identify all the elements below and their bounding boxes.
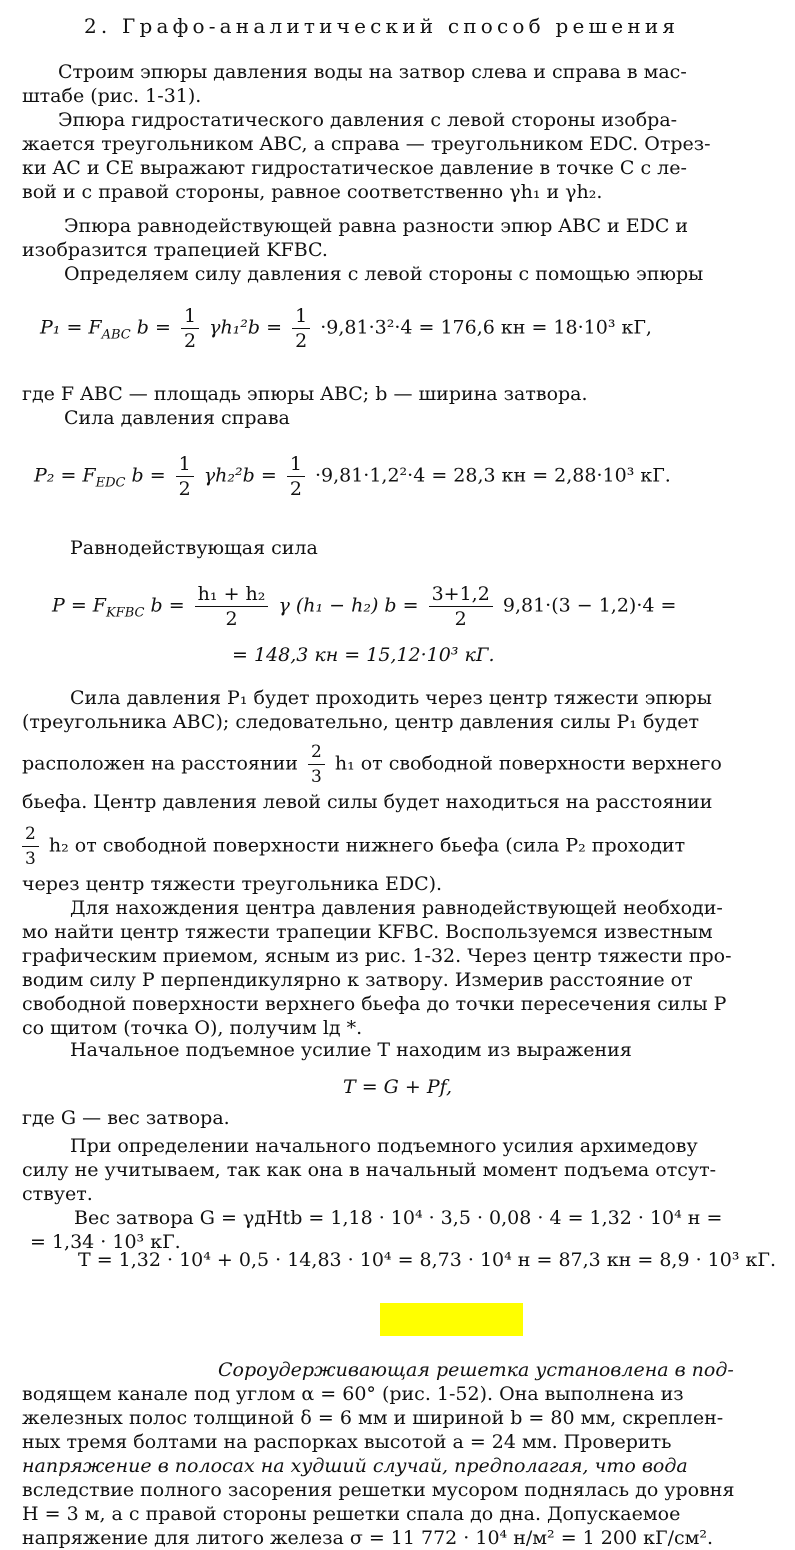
- paragraph-line: Вес затвора G = γдHtb = 1,18 · 10⁴ · 3,5 · 0,08 · 4 = 1,32 · 10⁴ н =: [74, 1207, 723, 1229]
- paragraph-line: вследствие полного засорения решетки мусором поднялась до уровня: [22, 1479, 735, 1501]
- paragraph-line: вой и с правой стороны, равное соответственно γh₁ и γh₂.: [22, 181, 603, 203]
- paragraph-line: расположен на расстоянии $\frac{2}{3}$ h₁ от свободной поверхности верхнего: [22, 742, 722, 787]
- paragraph-line: (треугольника ABC); следовательно, центр давления силы P₁ будет: [22, 711, 700, 733]
- paragraph-line: Сила давления справа: [64, 407, 290, 429]
- fraction: $\frac{2}{3}$: [308, 740, 325, 789]
- equation-resultant: $P = F_{KFBC}$ b = $\frac{\text{h₁ + h₂}}{2}$ γ (h₁ − h₂) b = $\frac{3+1,2}{2}$ 9,81·(3 − 1,2)·4 =: [52, 583, 677, 630]
- paragraph-line: Определяем силу давления с левой стороны с помощью эпюры: [64, 263, 704, 285]
- fraction: $\frac{1}{2}$: [176, 452, 194, 501]
- paragraph-line: $\frac{2}{3}$ h₂ от свободной поверхности нижнего бьефа (сила P₂ проходит: [22, 822, 778, 871]
- paragraph-line: H = 3 м, а с правой стороны решетки спала до дна. Допускаемое: [22, 1503, 681, 1525]
- paragraph-line: со щитом (точка O), получим lд *.: [22, 1017, 363, 1039]
- equation-resultant-line2: = 148,3 кн = 15,12·10³ кГ.: [232, 644, 495, 666]
- paragraph-line: водим силу P перпендикулярно к затвору. Измерив расстояние от: [22, 969, 693, 991]
- paragraph-line: ных тремя болтами на распорках высотой a = 24 мм. Проверить: [22, 1431, 672, 1453]
- paragraph-line: Строим эпюры давления воды на затвор слева и справа в мас-: [58, 61, 687, 83]
- paragraph-line: где G — вес затвора.: [22, 1107, 230, 1129]
- paragraph-line: Для нахождения центра давления равнодействующей необходи-: [70, 897, 723, 919]
- paragraph-line: Сила давления P₁ будет проходить через центр тяжести эпюры: [70, 687, 712, 709]
- paragraph-line: напряжение в полосах на худший случай, предполагая, что вода: [22, 1455, 688, 1477]
- paragraph-line: где F ABC — площадь эпюры ABC; b — ширина затвора.: [22, 383, 588, 405]
- paragraph-line: свободной поверхности верхнего бьефа до точки пересечения силы P: [22, 993, 727, 1015]
- paragraph-line: штабе (рис. 1-31).: [22, 85, 202, 107]
- fraction: $\frac{2}{3}$: [22, 822, 39, 871]
- fraction: $\frac{\text{h₁ + h₂}}{2}$: [195, 582, 269, 631]
- paragraph-line: графическим приемом, ясным из рис. 1-32. Через центр тяжести про-: [22, 945, 732, 967]
- paragraph-line: водящем канале под углом α = 60° (рис. 1-52). Она выполнена из: [22, 1383, 684, 1405]
- paragraph-line: ствует.: [22, 1183, 93, 1205]
- equation-p2: $P_2 = F_{EDC}$ b = $\frac{1}{2}$ γh₂²b = $\frac{1}{2}$ ·9,81·1,2²·4 = 28,3 кн = 2,88·10³ кГ.: [34, 453, 671, 500]
- highlight-box: [380, 1303, 523, 1336]
- paragraph-line: Эпюра равнодействующей равна разности эпюр ABC и EDC и: [64, 215, 689, 237]
- section-heading: 2. Графо-аналитический способ решения: [84, 14, 680, 38]
- equation-lift-force: T = G + Pf,: [342, 1076, 453, 1098]
- paragraph-line: через центр тяжести треугольника EDC).: [22, 873, 443, 895]
- fraction: $\frac{1}{2}$: [292, 304, 310, 353]
- paragraph-line: бьефа. Центр давления левой силы будет находиться на расстоянии: [22, 791, 713, 813]
- paragraph-line: Начальное подъемное усилие T находим из выражения: [70, 1039, 632, 1061]
- paragraph-line: T = 1,32 · 10⁴ + 0,5 · 14,83 · 10⁴ = 8,73 · 10⁴ н = 87,3 кн = 8,9 · 10³ кГ.: [78, 1249, 776, 1271]
- paragraph-line: При определении начального подъемного усилия архимедову: [70, 1135, 698, 1157]
- paragraph-line: изобразится трапецией KFBC.: [22, 239, 328, 261]
- fraction: $\frac{3+1,2}{2}$: [429, 582, 493, 631]
- paragraph-line: силу не учитываем, так как она в начальный момент подъема отсут-: [22, 1159, 717, 1181]
- paragraph-line: Равнодействующая сила: [70, 537, 318, 559]
- fraction: $\frac{1}{2}$: [181, 304, 199, 353]
- paragraph-line: мо найти центр тяжести трапеции KFBC. Воспользуемся известным: [22, 921, 713, 943]
- paragraph-line: Эпюра гидростатического давления с левой стороны изобра-: [58, 109, 678, 131]
- paragraph-line: напряжение для литого железа σ = 11 772 · 10⁴ н/м² = 1 200 кГ/см².: [22, 1527, 714, 1549]
- paragraph-line: ки AC и CE выражают гидростатическое давление в точке C с ле-: [22, 157, 687, 179]
- fraction: $\frac{1}{2}$: [287, 452, 305, 501]
- paragraph-line: Сороудерживающая решетка установлена в под-: [218, 1359, 734, 1381]
- paragraph-line: железных полос толщиной δ = 6 мм и шириной b = 80 мм, скреплен-: [22, 1407, 724, 1429]
- paragraph-line: жается треугольником ABC, а справа — треугольником EDC. Отрез-: [22, 133, 711, 155]
- equation-p1: $P_1 = F_{ABC}$ b = $\frac{1}{2}$ γh₁²b = $\frac{1}{2}$ ·9,81·3²·4 = 176,6 кн = 18·10³ кГ,: [40, 305, 652, 352]
- paragraph-line: = 1,34 · 10³ кГ.: [30, 1231, 181, 1253]
